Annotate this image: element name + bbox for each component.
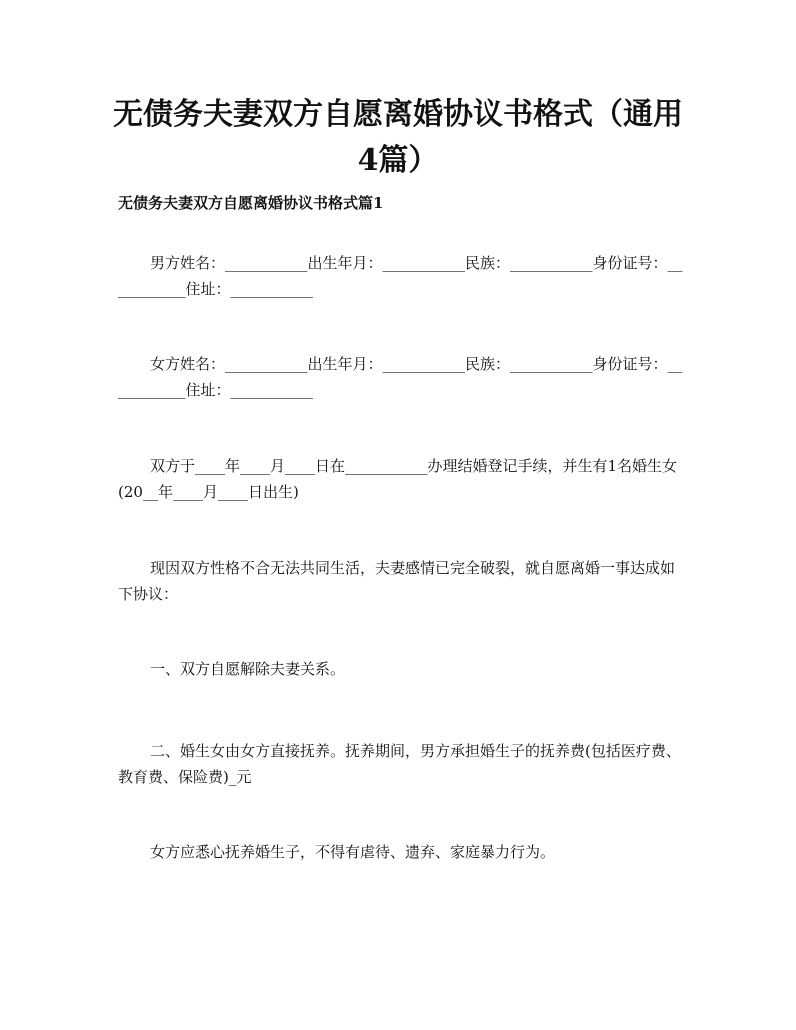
paragraph-clause-2: 二、婚生女由女方直接抚养。抚养期间，男方承担婚生子的抚养费(包括医疗费、教育费、保险费)_元: [118, 742, 681, 786]
document-title: [100, 92, 696, 184]
title-line-1: 无债务夫妻双方自愿离婚协议书格式（通用: [113, 97, 683, 132]
paragraph-clause-2-note: 女方应悉心抚养婚生子，不得有虐待、遗弃、家庭暴力行为。: [150, 843, 556, 861]
paragraph-clause-1: 一、双方自愿解除夫妻关系。: [150, 660, 346, 678]
paragraph-marriage-registration: 双方于____年____月____日在___________办理结婚登记手续，并生有1名婚生女(20__年____月____日出生): [118, 457, 678, 501]
section-heading: 无债务夫妻双方自愿离婚协议书格式篇1: [118, 194, 384, 212]
paragraph-female-info: 女方姓名：___________出生年月：___________民族：___________身份证号：___________住址：___________: [118, 355, 683, 399]
title-line-2: 4篇）: [357, 143, 439, 178]
paragraph-reason: 现因双方性格不合无法共同生活，夫妻感情已完全破裂，就自愿离婚一事达成如下协议：: [118, 559, 676, 603]
paragraph-male-info: 男方姓名：___________出生年月：___________民族：___________身份证号：___________住址：___________: [118, 254, 683, 298]
